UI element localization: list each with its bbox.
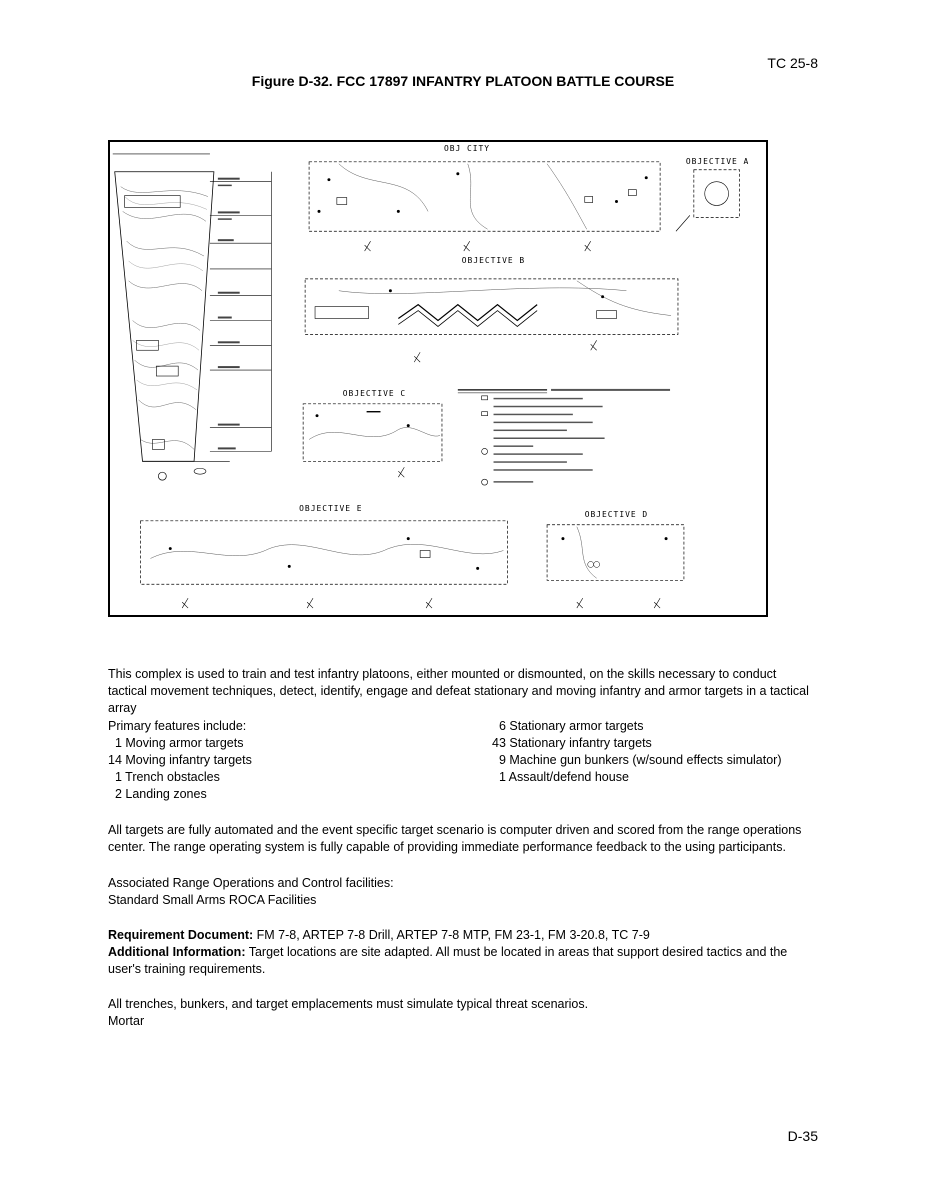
document-code: TC 25-8	[767, 55, 818, 71]
range-diagram-svg	[110, 142, 766, 615]
feature-item: 9 Machine gun bunkers (w/sound effects simulator)	[492, 753, 782, 767]
objective-b-label: OBJECTIVE B	[461, 255, 526, 265]
feature-item: 14 Moving infantry targets	[108, 753, 252, 767]
feature-item: 6 Stationary armor targets	[492, 719, 644, 733]
feature-item: 1 Moving armor targets	[108, 736, 244, 750]
legend	[458, 389, 670, 485]
objective-e-label: OBJECTIVE E	[299, 503, 363, 513]
feature-item: 43 Stationary infantry targets	[492, 736, 652, 750]
requirement-label: Requirement Document:	[108, 928, 254, 942]
objective-c	[303, 389, 442, 461]
additional-value: Target locations are site adapted. All must be located in areas that support desired tactics and the user's training requirements.	[108, 945, 788, 976]
features-heading: Primary features include:	[108, 719, 247, 733]
closing-line-1: All trenches, bunkers, and target emplacements must simulate typical threat scenarios.	[108, 997, 589, 1011]
objective-c-label: OBJECTIVE C	[342, 388, 407, 398]
additional-information	[108, 944, 818, 978]
objective-city-label: OBJ CITY	[443, 143, 491, 153]
terrain-strip	[113, 154, 230, 480]
intro-paragraph: This complex is used to train and test infantry platoons, either mounted or dismounted, on the skills necessary to conduct tactical movement techniques, detect, identify, engage and defeat stationary and moving infantry and armor targets in a tactical array	[108, 667, 809, 715]
feature-item: 2 Landing zones	[108, 787, 207, 801]
closing-line-2: Mortar	[108, 1014, 145, 1028]
associated-line-1: Associated Range Operations and Control facilities:	[108, 876, 394, 890]
requirements-block	[108, 927, 818, 978]
distance-scale	[210, 172, 271, 452]
objective-a-label: OBJECTIVE A	[685, 156, 750, 166]
automation-paragraph: All targets are fully automated and the event specific target scenario is computer driven and scored from the range operations center. The range operating system is fully capable of providing immediate performance feedback to the using participants.	[108, 823, 802, 854]
objective-a	[686, 157, 749, 218]
feature-item: 1 Trench obstacles	[108, 770, 220, 784]
additional-label: Additional Information:	[108, 945, 246, 959]
range-diagram	[108, 140, 768, 617]
closing-block	[108, 996, 818, 1030]
objective-b	[305, 256, 678, 334]
requirement-document	[108, 927, 818, 944]
figure-title: Figure D-32. FCC 17897 INFANTRY PLATOON BATTLE COURSE	[251, 73, 675, 89]
objective-city	[309, 144, 660, 231]
objective-d	[547, 510, 684, 580]
page-number: D-35	[787, 1128, 818, 1144]
firing-point-arrows	[182, 215, 690, 608]
objective-d-label: OBJECTIVE D	[584, 509, 649, 519]
features-right-column	[492, 718, 822, 786]
associated-line-2: Standard Small Arms ROCA Facilities	[108, 893, 317, 907]
requirement-value: FM 7-8, ARTEP 7-8 Drill, ARTEP 7-8 MTP, FM 23-1, FM 3-20.8, TC 7-9	[253, 928, 650, 942]
objective-e	[141, 504, 508, 584]
feature-item: 1 Assault/defend house	[492, 770, 629, 784]
features-left-column	[108, 718, 488, 803]
associated-facilities	[108, 875, 818, 909]
